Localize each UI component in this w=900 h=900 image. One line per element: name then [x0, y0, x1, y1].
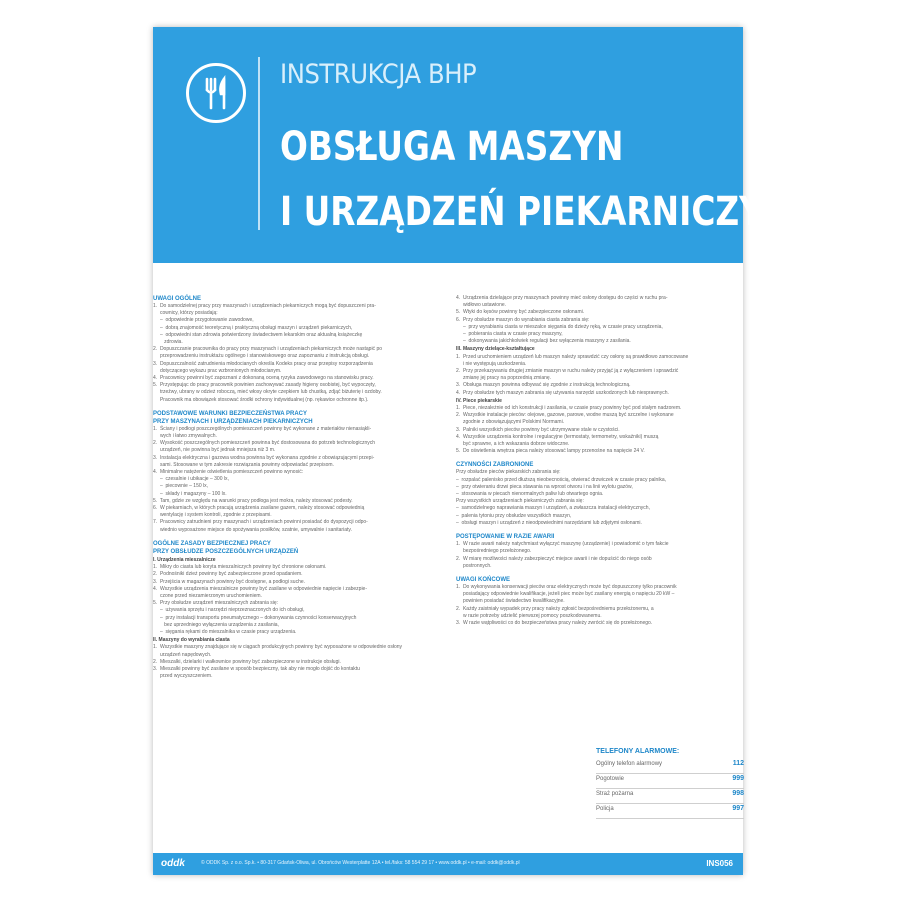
fork-knife-icon: [186, 63, 246, 123]
header-divider: [258, 57, 260, 230]
list-item: bezpośredniego przełożonego.: [456, 548, 532, 555]
phone-row: [596, 774, 744, 789]
list-item: 1. Mikry do ciasta lub koryta mieszalniczych powinny być chronione osłonami.: [153, 564, 327, 571]
list-item: 4. Minimalne natężenie oświetlenia pomieszczeń powinno wynosić:: [153, 469, 304, 476]
list-item: 6. W piekarniach, w których pracują urządzenia zasilane gazem, należy stosować odpowiednią: [153, 505, 365, 512]
list-item: 2. Dopuszczanie pracownika do pracy przy maszynach i urządzeniach piekarniczych może nastąpić po: [153, 346, 383, 353]
list-item: 4. Wszystkie urządzenia mieszalnicze powinny być zasilane w odpowiednie napięcie i zabezpie-: [153, 585, 367, 592]
poster: [153, 27, 814, 875]
phone-row: [596, 804, 744, 819]
left-column: [153, 289, 428, 680]
phone-label: Pogotowie: [596, 776, 625, 782]
section-heading: PRZY OBSŁUDZE POSZCZEGÓLNYCH URZĄDZEŃ: [153, 548, 299, 555]
list-item: – dokonywania jakichkolwiek regulacji bez wyłączenia maszyny z zasilania.: [456, 338, 631, 345]
list-item: urządzeń, nie powinna być jednak mniejsza niż 3 m.: [153, 447, 276, 454]
list-item: – składy i magazyny – 100 lx.: [153, 490, 227, 497]
list-item: trzeźwy, ubrany w odzież roboczą, mieć włosy okryte czepkiem lub chustką, zdjąć biżuterię i ozdoby.: [153, 389, 382, 396]
document-code: INS056: [706, 859, 733, 868]
list-item: Przy obsłudze pieców piekarskich zabrania się:: [456, 469, 561, 476]
list-item: – przy wyrabianiu ciasta w mieszalce sięgania do dzieży ręką, w czasie pracy urządzenia,: [456, 323, 663, 330]
section-heading: UWAGI KOŃCOWE: [456, 576, 510, 583]
list-item: 4. Pracownicy powinni być zapoznani z dokonaną oceną ryzyka zawodowego na stanowisku pracy.: [153, 375, 374, 382]
section-heading: CZYNNOŚCI ZABRONIONE: [456, 462, 534, 469]
list-item: – czesalnie i ubikacje – 300 lx,: [153, 476, 229, 483]
section-list: [153, 303, 428, 404]
list-item: i nie występują uszkodzenia.: [456, 360, 527, 367]
list-item: zdrowia.: [153, 339, 183, 346]
list-item: 4. Urządzenia dzielające przy maszynach powinny mieć osłony dostępu do części w ruchu pra-: [456, 295, 668, 301]
list-item: 5. Przystępując do pracy pracownik powinien zachowywać zasady higieny osobistej, być wypoczęty,: [153, 382, 376, 389]
header-title-line2: I URZĄDZEŃ PIEKARNICZYCH: [280, 189, 814, 235]
list-item: Przy wszystkich urządzeniach piekarniczych zabrania się:: [456, 498, 584, 505]
section-list: [153, 644, 428, 680]
section-list: [456, 295, 741, 345]
list-item: 1. Ściany i podłogi poszczególnych pomieszczeń powinny być wykonane z materiałów nienasiąkli-: [153, 425, 372, 432]
list-item: – rozpalać palenisko przed dłuższą nieobecnością, otwierać drzwiczek w czasie pracy palnika,: [456, 476, 667, 483]
list-item: 1. Do wykonywania konserwacji pieców oraz elektrycznych może być dopuszczony tylko pracownik: [456, 583, 677, 590]
list-item: 3. Przejścia w magazynach powinny być dostępne, a podłogi suche.: [153, 578, 306, 585]
header-subtitle: INSTRUKCJA BHP: [280, 59, 477, 90]
list-item: 3. Obsługa maszyn powinna odbywać się zgodnie z instrukcją technologiczną.: [456, 382, 631, 389]
list-item: posiadający odpowiednie kwalifikacje, jeżeli piec może być zasilany energią o napięciu 20 kW –: [456, 591, 675, 598]
phone-row: [596, 759, 744, 774]
phones-title: TELEFONY ALARMOWE:: [596, 748, 680, 755]
list-item: wiednio wyposażone miejsce do spożywania posiłków, szatnie, umywalnie i sanitariaty.: [153, 526, 352, 533]
list-item: powinien posiadać świadectwo kwalifikacyjne.: [456, 598, 565, 605]
section-list: [456, 354, 741, 397]
list-item: Pracownik ma obowiązek stosować środki ochrony indywidualnej (np. rękawice ochronne itp.).: [153, 396, 369, 403]
list-item: 2. Przy przekazywaniu drugiej zmianie maszyn w ruchu należy przyjąć ją z wyłączeniem i sprawdzić: [456, 368, 679, 375]
list-item: 1. Piece, niezależnie od ich konstrukcji i zasilania, w czasie pracy powinny być pod stałym nadzorem.: [456, 405, 682, 412]
phone-number: 997: [732, 805, 744, 812]
section-list: [456, 584, 741, 627]
subsection-heading: I. Urządzenia mieszalnicze: [153, 556, 216, 563]
list-item: 3. Palniki wszystkich pieców powinny być utrzymywane stale w czystości.: [456, 426, 620, 433]
phone-row: [596, 789, 744, 804]
section-heading: UWAGI OGÓLNE: [153, 296, 201, 302]
section-heading: PRZY MASZYNACH I URZĄDZENIACH PIEKARNICZYCH: [153, 418, 313, 425]
list-item: 1. Do samodzielnej pracy przy maszynach i urządzeniach piekarniczych mogą być dopuszczeni pra-: [153, 303, 376, 309]
section-list: [456, 541, 741, 570]
section-list: [456, 469, 741, 527]
list-item: cownicy, którzy posiadają:: [153, 310, 218, 317]
list-item: – używania sprzętu i narzędzi nieprzeznaczonych do ich obsługi,: [153, 607, 305, 614]
list-item: urządzeń napędowych.: [153, 651, 212, 658]
list-item: 4. Przy obsłudze tych maszyn zabrania się używania narzędzi uszkodzonych lub niesprawnych.: [456, 389, 669, 396]
list-item: wych i łatwo zmywalnych.: [153, 433, 217, 440]
phone-number: 998: [732, 790, 744, 797]
list-item: – przy otwieraniu drzwi pieca stawania na wprost otworu i na linii wylotu gazów,: [456, 483, 633, 490]
list-item: bez uprzedniego wyłączenia urządzenia z zasilania,: [153, 621, 279, 628]
list-item: 3. Mieszalki powinny być zasilane w sposób bezpieczny, tak aby nie mogło dojść do kontaktu: [153, 665, 360, 672]
section-heading: PODSTAWOWE WARUNKI BEZPIECZEŃSTWA PRACY: [153, 410, 308, 417]
list-item: 5. Przy obsłudze urządzeń mieszalniczych zabrania się:: [153, 600, 279, 607]
list-item: zmianę jej pracy na poprzednią zmianę.: [456, 375, 552, 382]
list-item: przed wyczyszczeniem.: [153, 673, 213, 680]
subsection-heading: II. Maszyny do wyrabiania ciasta: [153, 637, 230, 644]
list-item: – piecownie – 150 lx,: [153, 483, 209, 490]
list-item: postronnych.: [456, 562, 492, 569]
list-item: – przy instalacji transportu pneumatycznego – dokonywania czynności konserwacyjnych: [153, 614, 357, 621]
list-item: 2. Podnośniki dzież powinny być zabezpieczone przed opadaniem.: [153, 571, 303, 578]
phone-label: Policja: [596, 806, 614, 812]
list-item: 2. Wysokość poszczególnych pomieszczeń powinna być dostosowana do potrzeb technologicznych: [153, 440, 376, 447]
phone-label: Ogólny telefon alarmowy: [596, 761, 663, 767]
list-item: – obsługi maszyn i urządzeń z nieodpowiednimi narzędziami lub zdjętymi osłonami.: [456, 519, 642, 526]
list-item: zgodnie z obowiązującymi Polskimi Normami.: [456, 419, 565, 426]
list-item: – dobrą znajomość teoretyczną i praktyczną obsługi maszyn i urządzeń piekarniczych,: [153, 324, 353, 331]
list-item: – odpowiedni stan zdrowia potwierdzony świadectwem lekarskim oraz aktualną książeczkę: [153, 331, 363, 338]
list-item: – odpowiednie przygotowanie zawodowe,: [153, 317, 254, 324]
list-item: – sięgania rękami do mieszalnika w czasie pracy urządzenia.: [153, 628, 297, 635]
list-item: dotyczącego wykazu prac wzbronionych młodocianym.: [153, 367, 282, 374]
list-item: być sprawne, a ich wskazania dobrze widoczne.: [456, 441, 570, 448]
list-item: 1. Przed uruchomieniem urządzeń lub maszyn należy sprawdzić czy osłony są prawidłowo zamocowane: [456, 353, 689, 360]
list-item: 3. Instalacja elektryczna i gazowa wodna powinna być wykonana zgodnie z obowiązującymi przepi-: [153, 454, 375, 461]
footer-contact-text: © ODDK Sp. z o.o. Sp.k. • 80-317 Gdańsk-Oliwa, ul. Obrońców Westerplatte 12A • tel./faks: 58 554 29 17 • www.oddk.pl • e-mail: oddk@oddk.pl: [201, 860, 520, 866]
section-list: [153, 564, 428, 636]
list-item: 1. W razie awarii należy natychmiast wyłączyć maszynę (urządzenie) i powiadomić o tym fakcie: [456, 541, 669, 548]
section-list: [153, 426, 428, 534]
list-item: 2. Mieszalki, dzielarki i wałkownice powinny być zabezpieczone w instrukcje obsługi.: [153, 658, 341, 665]
subsection-heading: III. Maszyny dzielące-kształtujące: [456, 346, 535, 353]
section-heading: POSTĘPOWANIE W RAZIE AWARII: [456, 534, 555, 541]
phone-number: 999: [732, 775, 744, 782]
phone-number: 112: [732, 760, 744, 767]
section-heading: OGÓLNE ZASADY BEZPIECZNEJ PRACY: [153, 540, 271, 547]
list-item: 2. Wszystkie instalacje pieców: olejowe, gazowe, parowe, wodne muszą być szczelne i wykonane: [456, 412, 674, 419]
right-column: [456, 289, 741, 627]
list-item: – pobierania ciasta w czasie pracy maszyny,: [456, 331, 563, 338]
list-item: przeprowadzeniu instruktażu ogólnego i stanowiskowego oraz zapoznaniu z instrukcją obsługi.: [153, 353, 370, 360]
list-item: sami. Stosowane w tym zakresie rozwiązania powinny odpowiadać przepisom.: [153, 461, 334, 468]
header-banner: [153, 27, 814, 263]
list-item: – palenia tytoniu przy obsłudze wszystkich maszyn,: [456, 512, 572, 519]
list-item: 5. Tam, gdzie ze względu na warunki pracy podłoga jest mokra, należy stosować podesty.: [153, 497, 353, 504]
list-item: w razie potrzeby udzielić pierwszej pomocy poszkodowanemu.: [456, 612, 602, 619]
oddk-logo: oddk: [161, 858, 185, 869]
list-item: wentylację i system kontroli, zgodnie z przepisami.: [153, 512, 272, 519]
list-item: 2. Każdy zaistniały wypadek przy pracy należy zgłosić bezpośredniemu przełożonemu, a: [456, 605, 654, 612]
list-item: – stosowania w piecach nienormalnych paliw lub otwartego ognia.: [456, 491, 604, 498]
section-list: [456, 405, 741, 455]
header-title-line1: OBSŁUGA MASZYN: [280, 124, 624, 170]
list-item: 5. Do oświetlenia wnętrza pieca należy stosować lampy przenośne na napięcie 24 V.: [456, 448, 645, 455]
list-item: – samodzielnego naprawiania maszyn i urządzeń, a zwłaszcza instalacji elektrycznych,: [456, 505, 650, 512]
list-item: 1. Wszystkie maszyny znajdujące się w ciągach produkcyjnych powinny być wyposażone w odpowiednie osłony: [153, 644, 403, 651]
list-item: widłowo ustawione.: [456, 302, 507, 309]
emergency-phones: [596, 748, 744, 819]
list-item: 6. Przy obsłudze maszyn do wyrabiania ciasta zabrania się:: [456, 316, 590, 323]
list-item: 7. Pracownicy zatrudnieni przy maszynach i urządzeniach powinni posiadać do dyspozycji odpo-: [153, 519, 368, 526]
list-item: 2. W miarę możliwości należy zabezpieczyć miejsce awarii i nie dopuścić do niego osób: [456, 555, 652, 562]
subsection-heading: IV. Piece piekarskie: [456, 397, 502, 404]
list-item: czone przed niezamierzonym uruchomieniem.: [153, 592, 262, 599]
list-item: 3. W razie wątpliwości co do bezpieczeństwa pracy należy zwrócić się do przełożonego.: [456, 619, 653, 626]
list-item: 5. Wtyki do kęsów powinny być zabezpieczone osłonami.: [456, 309, 585, 316]
list-item: 4. Wszystkie urządzenia kontrolne i regulacyjne (termostaty, termometry, wskaźniki) muszą: [456, 433, 659, 440]
footer-bar: [153, 853, 743, 875]
list-item: 3. Dopuszczalność zatrudnienia młodocianych określa Kodeks pracy oraz przepisy rozporządzenia: [153, 360, 373, 367]
phone-label: Straż pożarna: [596, 791, 634, 797]
